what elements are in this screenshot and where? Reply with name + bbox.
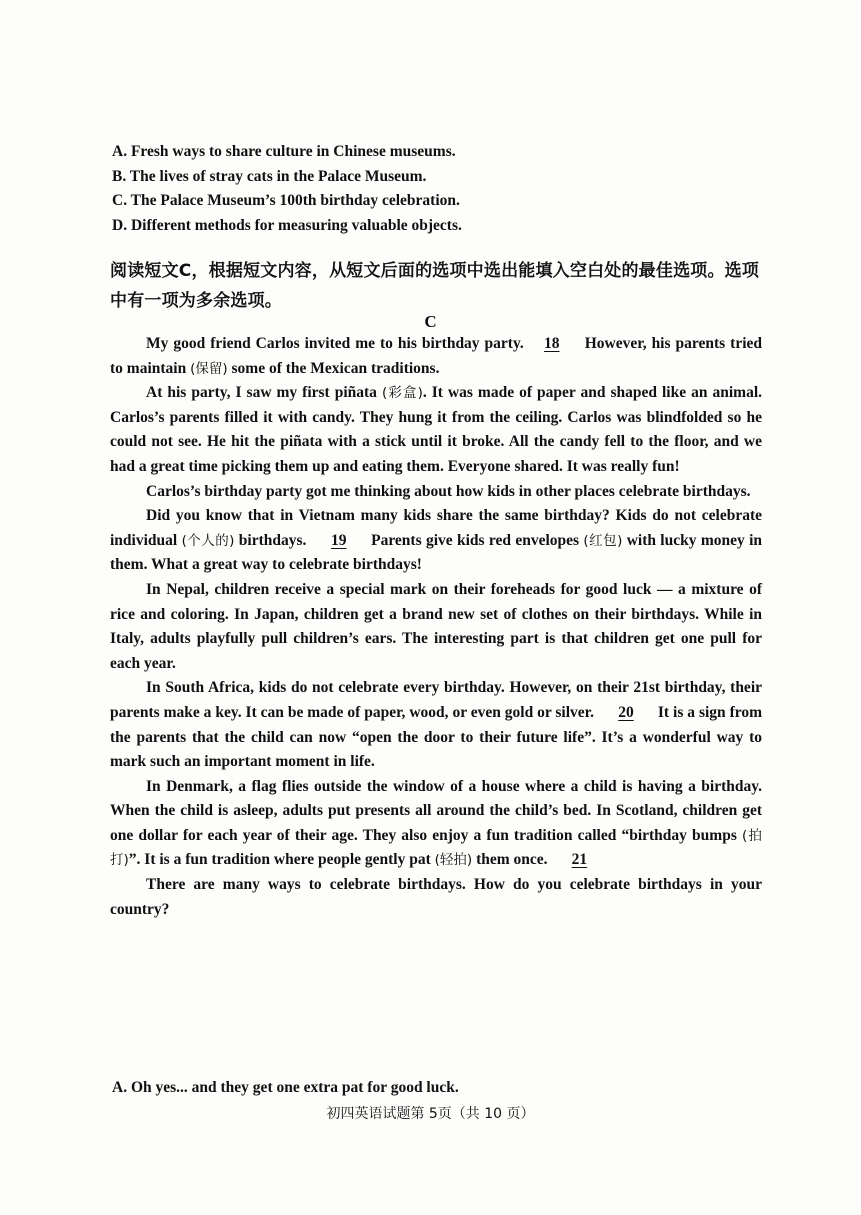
text: ”. It is a fun tradition where people gently pat: [128, 851, 431, 869]
option-c: C. The Palace Museum’s 100th birthday celebration.: [112, 192, 460, 209]
paragraph-6: [110, 676, 762, 774]
passage: [110, 332, 762, 922]
text: . It was made of paper and shaped like an animal. Carlos’s parents filled it with candy. They hung it from the ceiling. Carlos was blindfolded so he could not see. He hit the piñata with a stick until it broke. All the candy fell to the floor, and we had a great time picking them up and eating them. Everyone shared. It was really fun!: [110, 384, 763, 475]
text: However, his parents tried to maintain: [110, 335, 763, 377]
previous-question-options: [112, 140, 772, 238]
option-b: B. The lives of stray cats in the Palace Museum.: [112, 167, 427, 185]
gloss: (轻拍): [434, 852, 473, 869]
option-a: A. Fresh ways to share culture in Chinese museums.: [112, 143, 456, 160]
blank-18: 18: [543, 335, 560, 352]
paragraph-3: Carlos’s birthday party got me thinking about how kids in other places celebrate birthdays.: [146, 482, 751, 500]
blank-21: 21: [571, 851, 588, 869]
text: some of the Mexican traditions.: [231, 359, 440, 377]
text: Parents give kids red envelopes: [371, 531, 580, 549]
gloss: (彩盒): [381, 385, 423, 402]
option-d: D. Different methods for measuring valuable objects.: [112, 216, 462, 234]
gloss: (保留): [190, 360, 228, 377]
page-footer: 初四英语试题第 5页（共 10 页）: [326, 1106, 535, 1122]
option-a: A. Oh yes... and they get one extra pat for good luck.: [112, 1079, 459, 1096]
text: them once.: [476, 851, 548, 869]
paragraph-4: [110, 504, 762, 578]
gloss: (拍打): [110, 827, 762, 869]
text: In South Africa, kids do not celebrate every birthday. However, on their 21st birthday, their parents make a key. It can be made of paper, wood, or even gold or silver.: [110, 679, 762, 721]
blank-20: 20: [618, 703, 634, 721]
paragraph-8: There are many ways to celebrate birthdays. How do you celebrate birthdays in your country?: [110, 876, 762, 918]
answer-options: [112, 1076, 772, 1100]
paragraph-2: [110, 381, 762, 479]
section-heading: C: [424, 312, 437, 331]
paragraph-5: In Nepal, children receive a special mark on their foreheads for good luck — a mixture of rice and coloring. In Japan, children get a brand new set of clothes on their birthdays. While in Italy, adults playfully pull children’s ears. The interesting part is that children get one pull for each year.: [110, 580, 762, 672]
text: Did you know that in Vietnam many kids share the same birthday? Kids do not celebrate individual: [110, 507, 762, 549]
gloss: (红包): [583, 532, 623, 549]
gloss: (个人的): [181, 532, 235, 549]
text: In Denmark, a flag flies outside the window of a house where a child is having a birthday. When the child is asleep, adults put presents all around the child’s bed. In Scotland, children get one dollar for each year of their age. They also enjoy a fun tradition called “birthday bumps: [110, 777, 762, 844]
text: with lucky money in them. What a great way to celebrate birthdays!: [110, 531, 762, 574]
blank-19: 19: [331, 531, 347, 549]
text: At his party, I saw my first piñata: [146, 384, 377, 402]
paragraph-7: [110, 775, 762, 873]
instruction-text: 阅读短文C，根据短文内容，从短文后面的选项中选出能填入空白处的最佳选项。选项中有一项为多余选项。: [110, 261, 760, 311]
text: birthdays.: [238, 531, 307, 549]
text: It is a sign from the parents that the child can now “open the door to their future life”. It’s a wonderful way to mark such an important moment in life.: [110, 703, 763, 771]
text: My good friend Carlos invited me to his birthday party.: [146, 335, 524, 352]
paragraph-1: [110, 332, 762, 381]
